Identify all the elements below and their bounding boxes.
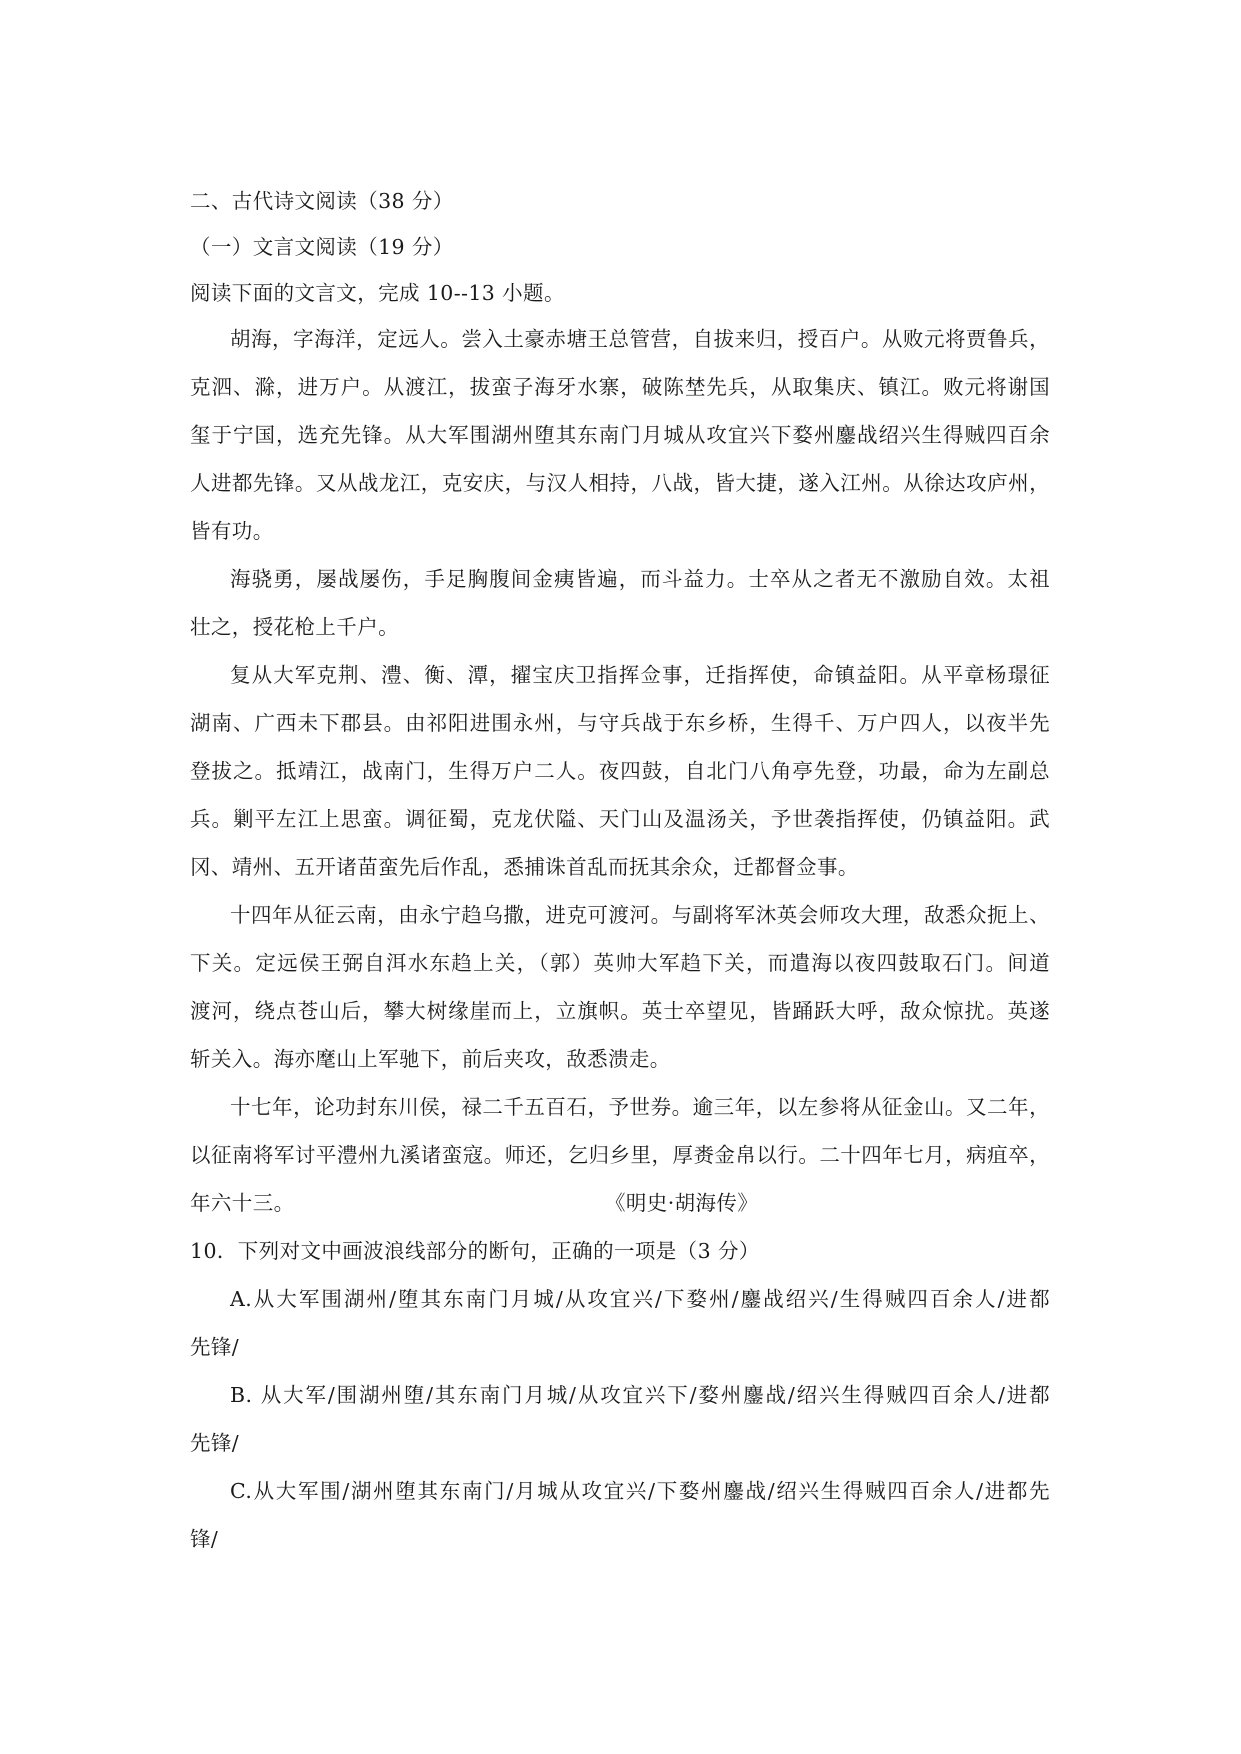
instruction-text: 阅读下面的文言文，完成 10--13 小题。 [190, 281, 565, 305]
passage-line: 以征南将军讨平澧州九溪诸蛮寇。师还，乞归乡里，厚赉金帛以行。二十四年七月，病疽卒， [190, 1143, 1050, 1167]
passage-line: 下关。定远侯王弼自洱水东趋上关，（郭）英帅大军趋下关，而遣海以夜四鼓取石门。间道 [190, 951, 1050, 975]
section-heading: 二、古代诗文阅读（38 分） [190, 189, 454, 213]
passage-source: 《明史·胡海传》 [605, 1191, 759, 1215]
passage-line: 冈、靖州、五开诸苗蛮先后作乱，悉捕诛首乱而抚其余众，迁都督佥事。 [190, 855, 859, 879]
option-a-line: A.从大军围湖州/堕其东南门月城/从攻宜兴/下婺州/鏖战绍兴/生得贼四百余人/进都 [230, 1287, 1050, 1311]
option-b-line: B. 从大军/围湖州堕/其东南门月城/从攻宜兴下/婺州鏖战/绍兴生得贼四百余人/进都 [230, 1383, 1050, 1407]
passage-line: 登拔之。抵靖江，战南门，生得万户二人。夜四鼓，自北门八角亭先登，功最，命为左副总 [190, 759, 1050, 783]
option-b-line: 先锋/ [190, 1431, 240, 1455]
passage-line: 壮之，授花枪上千户。 [190, 615, 399, 639]
subsection-heading: （一）文言文阅读（19 分） [190, 235, 454, 259]
passage-line: 克泗、滁，进万户。从渡江，拔蛮子海牙水寨，破陈埜先兵，从取集庆、镇江。败元将谢国 [190, 375, 1050, 399]
passage-line: 十七年，论功封东川侯，禄二千五百石，予世券。逾三年，以左参将从征金山。又二年， [230, 1095, 1050, 1119]
option-c-line: C.从大军围/湖州堕其东南门/月城从攻宜兴/下婺州鏖战/绍兴生得贼四百余人/进都先 [230, 1479, 1050, 1503]
option-a-line: 先锋/ [190, 1335, 240, 1359]
passage-line: 胡海，字海洋，定远人。尝入土豪赤塘王总管营，自拔来归，授百户。从败元将贾鲁兵， [230, 327, 1050, 351]
passage-line: 玺于宁国，选充先锋。从大军围湖州堕其东南门月城从攻宜兴下婺州鏖战绍兴生得贼四百余 [190, 423, 1050, 447]
passage-line: 人进都先锋。又从战龙江，克安庆，与汉人相持，八战，皆大捷，遂入江州。从徐达攻庐州， [190, 471, 1050, 495]
passage-line: 海骁勇，屡战屡伤，手足胸腹间金痍皆遍，而斗益力。士卒从之者无不激励自效。太祖 [230, 567, 1050, 591]
passage-line: 年六十三。 [190, 1191, 295, 1215]
passage-line: 湖南、广西未下郡县。由祁阳进围永州，与守兵战于东乡桥，生得千、万户四人，以夜半先 [190, 711, 1050, 735]
passage-line: 渡河，绕点苍山后，攀大树缘崖而上，立旗帜。英士卒望见，皆踊跃大呼，敌众惊扰。英遂 [190, 999, 1050, 1023]
question-10-stem: 10．下列对文中画波浪线部分的断句，正确的一项是（3 分） [190, 1239, 760, 1263]
passage-line: 兵。剿平左江上思蛮。调征蜀，克龙伏隘、天门山及温汤关，予世袭指挥使，仍镇益阳。武 [190, 807, 1050, 831]
passage-line: 十四年从征云南，由永宁趋乌撒，进克可渡河。与副将军沐英会师攻大理，敌悉众扼上、 [230, 903, 1050, 927]
passage-line: 复从大军克荆、澧、衡、潭，擢宝庆卫指挥佥事，迁指挥使，命镇益阳。从平章杨璟征 [230, 663, 1050, 687]
passage-line: 皆有功。 [190, 519, 274, 543]
option-c-line: 锋/ [190, 1527, 219, 1551]
passage-line: 斩关入。海亦麾山上军驰下，前后夹攻，敌悉溃走。 [190, 1047, 671, 1071]
